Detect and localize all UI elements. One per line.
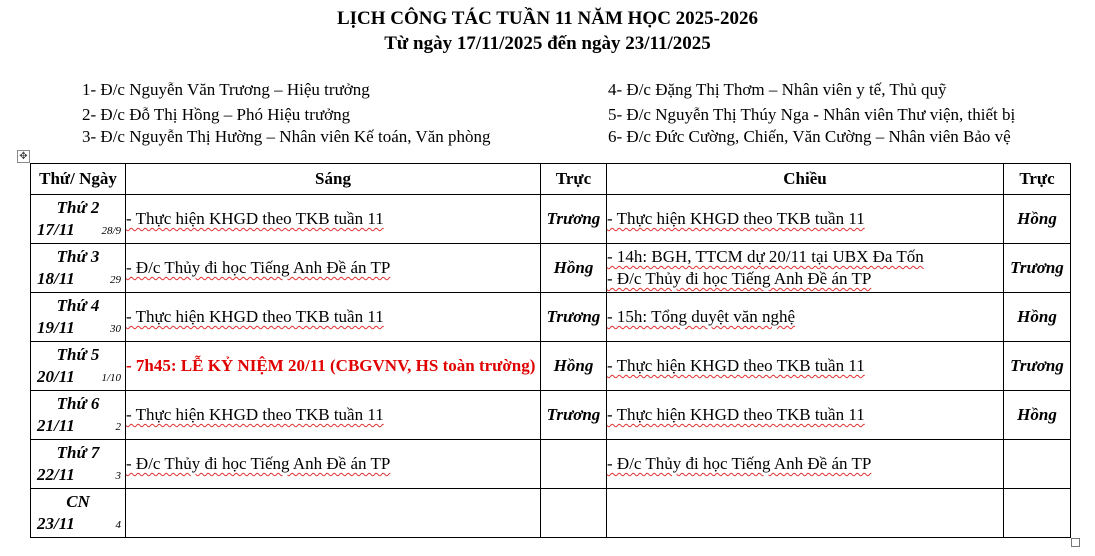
activity-text: - Đ/c Thủy đi học Tiếng Anh Đề án TP xyxy=(607,454,872,473)
activity-text: - Thực hiện KHGD theo TKB tuần 11 xyxy=(607,405,865,424)
table-row xyxy=(31,489,1071,538)
lunar-date: 4 xyxy=(115,519,121,531)
table-row xyxy=(31,195,1071,244)
morning-cell xyxy=(126,244,541,293)
duty-afternoon-cell: Hồng xyxy=(1004,391,1071,440)
morning-cell xyxy=(126,489,541,538)
lunar-date: 2 xyxy=(115,421,121,433)
day-cell xyxy=(31,342,126,391)
morning-cell xyxy=(126,391,541,440)
day-name: CN xyxy=(66,492,90,511)
page-subtitle: Từ ngày 17/11/2025 đến ngày 23/11/2025 xyxy=(384,33,711,54)
duty-morning-cell: Trương xyxy=(541,293,607,342)
highlight-event-text: - 7h45: LỄ KỶ NIỆM 20/11 (CBGVNV, HS toàn trường) xyxy=(126,356,536,375)
activity-text: - Đ/c Thủy đi học Tiếng Anh Đề án TP xyxy=(126,258,391,277)
afternoon-cell xyxy=(607,244,1004,293)
duty-afternoon-cell: Hồng xyxy=(1004,293,1071,342)
staff-item: 5- Đ/c Nguyễn Thị Thúy Nga - Nhân viên Thư viện, thiết bị xyxy=(608,105,1016,124)
day-name: Thứ 7 xyxy=(56,443,100,462)
afternoon-cell xyxy=(607,293,1004,342)
day-date: 18/11 xyxy=(37,269,75,288)
staff-item: 4- Đ/c Đặng Thị Thơm – Nhân viên y tế, Thủ quỹ xyxy=(608,80,947,99)
afternoon-cell xyxy=(607,342,1004,391)
duty-morning-cell xyxy=(541,489,607,538)
day-cell xyxy=(31,293,126,342)
duty-morning-cell xyxy=(541,440,607,489)
day-date: 19/11 xyxy=(37,318,75,337)
activity-text: - Đ/c Thủy đi học Tiếng Anh Đề án TP xyxy=(607,269,872,288)
activity-text: - Thực hiện KHGD theo TKB tuần 11 xyxy=(126,405,384,424)
table-header-row xyxy=(31,164,1071,195)
morning-cell xyxy=(126,195,541,244)
activity-text: - Thực hiện KHGD theo TKB tuần 11 xyxy=(607,356,865,375)
table-row xyxy=(31,293,1071,342)
table-row xyxy=(31,342,1071,391)
staff-item: 1- Đ/c Nguyễn Văn Trương – Hiệu trưởng xyxy=(82,80,370,99)
staff-item: 3- Đ/c Nguyễn Thị Hường – Nhân viên Kế toán, Văn phòng xyxy=(82,127,491,146)
duty-morning-cell: Hồng xyxy=(541,244,607,293)
header-morning: Sáng xyxy=(126,164,541,195)
day-date: 17/11 xyxy=(37,220,75,239)
activity-text: - Thực hiện KHGD theo TKB tuần 11 xyxy=(126,209,384,228)
table-move-handle-icon[interactable]: ✥ xyxy=(17,150,30,163)
activity-text: - Thực hiện KHGD theo TKB tuần 11 xyxy=(607,209,865,228)
header-duty-morning: Trực xyxy=(541,164,607,195)
lunar-date: 3 xyxy=(115,470,121,482)
activity-text: - Thực hiện KHGD theo TKB tuần 11 xyxy=(126,307,384,326)
table-row xyxy=(31,244,1071,293)
table-row xyxy=(31,391,1071,440)
day-name: Thứ 3 xyxy=(56,247,100,266)
morning-cell xyxy=(126,342,541,391)
table-row xyxy=(31,440,1071,489)
duty-afternoon-cell xyxy=(1004,489,1071,538)
duty-afternoon-cell: Trương xyxy=(1004,244,1071,293)
day-cell xyxy=(31,195,126,244)
duty-afternoon-cell: Hồng xyxy=(1004,195,1071,244)
header-duty-afternoon: Trực xyxy=(1004,164,1071,195)
day-name: Thứ 5 xyxy=(56,345,100,364)
lunar-date: 1/10 xyxy=(101,372,121,384)
afternoon-cell xyxy=(607,440,1004,489)
day-date: 23/11 xyxy=(37,514,75,533)
day-date: 21/11 xyxy=(37,416,75,435)
day-cell xyxy=(31,489,126,538)
day-cell xyxy=(31,391,126,440)
page-title: LỊCH CÔNG TÁC TUẦN 11 NĂM HỌC 2025-2026 xyxy=(336,8,758,29)
day-name: Thứ 6 xyxy=(56,394,100,413)
lunar-date: 28/9 xyxy=(101,225,121,237)
activity-text: - 15h: Tổng duyệt văn nghệ xyxy=(607,307,796,326)
day-name: Thứ 4 xyxy=(56,296,100,315)
lunar-date: 30 xyxy=(110,323,121,335)
staff-item: 2- Đ/c Đỗ Thị Hồng – Phó Hiệu trưởng xyxy=(82,105,351,124)
afternoon-cell xyxy=(607,489,1004,538)
morning-cell xyxy=(126,440,541,489)
afternoon-cell xyxy=(607,195,1004,244)
activity-text: - 14h: BGH, TTCM dự 20/11 tại UBX Đa Tốn xyxy=(607,247,924,266)
lunar-date: 29 xyxy=(110,274,121,286)
duty-afternoon-cell: Trương xyxy=(1004,342,1071,391)
header-day: Thứ/ Ngày xyxy=(31,164,126,195)
schedule-table xyxy=(30,163,1071,538)
activity-text: - Đ/c Thủy đi học Tiếng Anh Đề án TP xyxy=(126,454,391,473)
duty-morning-cell: Trương xyxy=(541,195,607,244)
duty-morning-cell: Hồng xyxy=(541,342,607,391)
day-date: 20/11 xyxy=(37,367,75,386)
day-name: Thứ 2 xyxy=(56,198,100,217)
table-resize-handle-icon[interactable] xyxy=(1071,538,1080,547)
day-cell xyxy=(31,440,126,489)
staff-item: 6- Đ/c Đức Cường, Chiến, Văn Cường – Nhân viên Bảo vệ xyxy=(608,127,1011,146)
afternoon-cell xyxy=(607,391,1004,440)
day-date: 22/11 xyxy=(37,465,75,484)
header-afternoon: Chiều xyxy=(607,164,1004,195)
duty-afternoon-cell xyxy=(1004,440,1071,489)
morning-cell xyxy=(126,293,541,342)
duty-morning-cell: Trương xyxy=(541,391,607,440)
day-cell xyxy=(31,244,126,293)
